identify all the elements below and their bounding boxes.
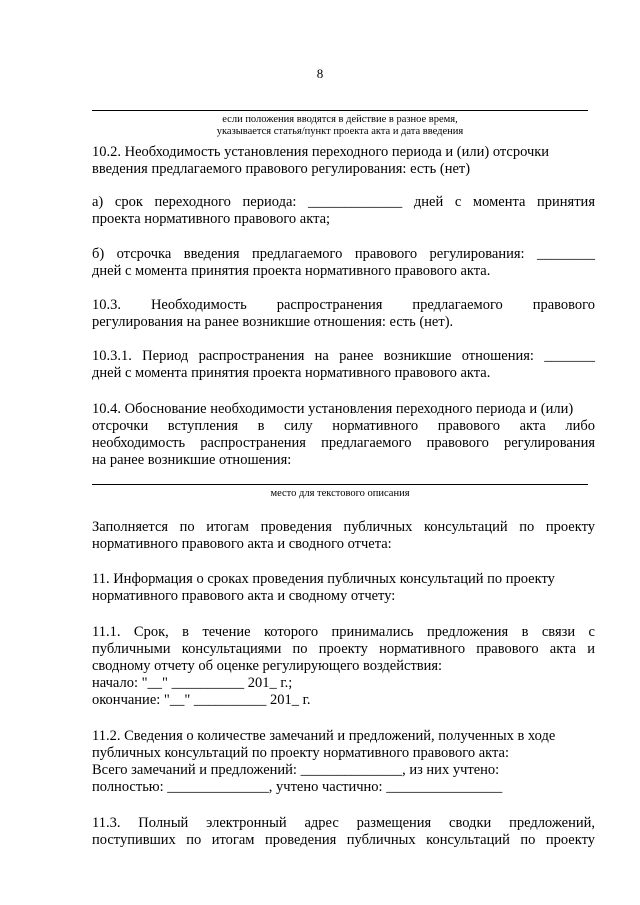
end-date-line: окончание: "__" __________ 201_ г. — [92, 692, 311, 708]
text-line: поступивших по итогам проведения публичных консультаций по проекту — [92, 832, 595, 848]
text-line: б) отсрочка введения предлагаемого правового регулирования: ________ — [92, 246, 595, 262]
paragraph-10-3 — [92, 297, 595, 331]
text-line: 10.3. Необходимость распространения предлагаемого правового — [92, 297, 595, 313]
paragraph-11-2 — [92, 728, 595, 796]
underline-rule — [92, 110, 588, 111]
text-line: 11.3. Полный электронный адрес размещения сводки предложений, — [92, 815, 595, 831]
paragraph-11 — [92, 571, 595, 605]
text-line: на ранее возникшие отношения: — [92, 452, 292, 468]
text-line: нормативного правового акта и сводному отчету: — [92, 588, 396, 604]
paragraph-10-2-a — [92, 194, 595, 228]
text-line: 10.4. Обоснование необходимости установления переходного периода и (или) — [92, 401, 574, 417]
note-line: если положения вводятся в действие в разное время, — [222, 114, 458, 125]
text-line: 10.3.1. Период распространения на ранее возникшие отношения: _______ — [92, 348, 595, 364]
paragraph-10-3-1 — [92, 348, 595, 382]
text-description-caption: место для текстового описания — [270, 488, 410, 499]
paragraph-fill-note — [92, 519, 595, 553]
paragraph-11-1 — [92, 624, 595, 709]
description-rule — [92, 484, 588, 485]
text-line: публичными консультациями по проекту нормативного правового акта и — [92, 641, 595, 657]
text-line: 11. Информация о сроках проведения публичных консультаций по проекту — [92, 571, 555, 587]
text-line: Всего замечаний и предложений: ______________, из них учтено: — [92, 762, 500, 778]
paragraph-10-4 — [92, 401, 595, 469]
text-line: полностью: ______________, учтено частично: ________________ — [92, 779, 503, 795]
text-line: необходимость распространения предлагаемого правового регулирования — [92, 435, 595, 451]
text-line: регулирования на ранее возникшие отношения: есть (нет). — [92, 314, 454, 330]
text-line: публичных консультаций по проекту нормативного правового акта: — [92, 745, 509, 761]
text-line: а) срок переходного периода: _____________ дней с момента принятия — [92, 194, 595, 210]
text-line: дней с момента принятия проекта нормативного правового акта. — [92, 365, 491, 381]
text-line: нормативного правового акта и сводного отчета: — [92, 536, 392, 552]
text-line: 11.1. Срок, в течение которого принимались предложения в связи с — [92, 624, 595, 640]
text-line: дней с момента принятия проекта нормативного правового акта. — [92, 263, 491, 279]
paragraph-10-2 — [92, 144, 595, 178]
text-line: 11.2. Сведения о количестве замечаний и предложений, полученных в ходе — [92, 728, 556, 744]
text-line: введения предлагаемого правового регулирования: есть (нет) — [92, 161, 471, 177]
paragraph-10-2-b — [92, 246, 595, 280]
text-line: Заполняется по итогам проведения публичных консультаций по проекту — [92, 519, 595, 535]
text-line: проекта нормативного правового акта; — [92, 211, 331, 227]
paragraph-11-3 — [92, 815, 595, 849]
start-date-line: начало: "__" __________ 201_ г.; — [92, 675, 293, 691]
page-number: 8 — [316, 66, 324, 81]
text-line: 10.2. Необходимость установления переходного периода и (или) отсрочки — [92, 144, 550, 160]
text-line: сводному отчету об оценке регулирующего воздействия: — [92, 658, 443, 674]
note-line: указывается статья/пункт проекта акта и дата введения — [216, 126, 464, 137]
footnote-effective-date — [92, 114, 588, 138]
text-line: отсрочки вступления в силу нормативного правового акта либо — [92, 418, 595, 434]
